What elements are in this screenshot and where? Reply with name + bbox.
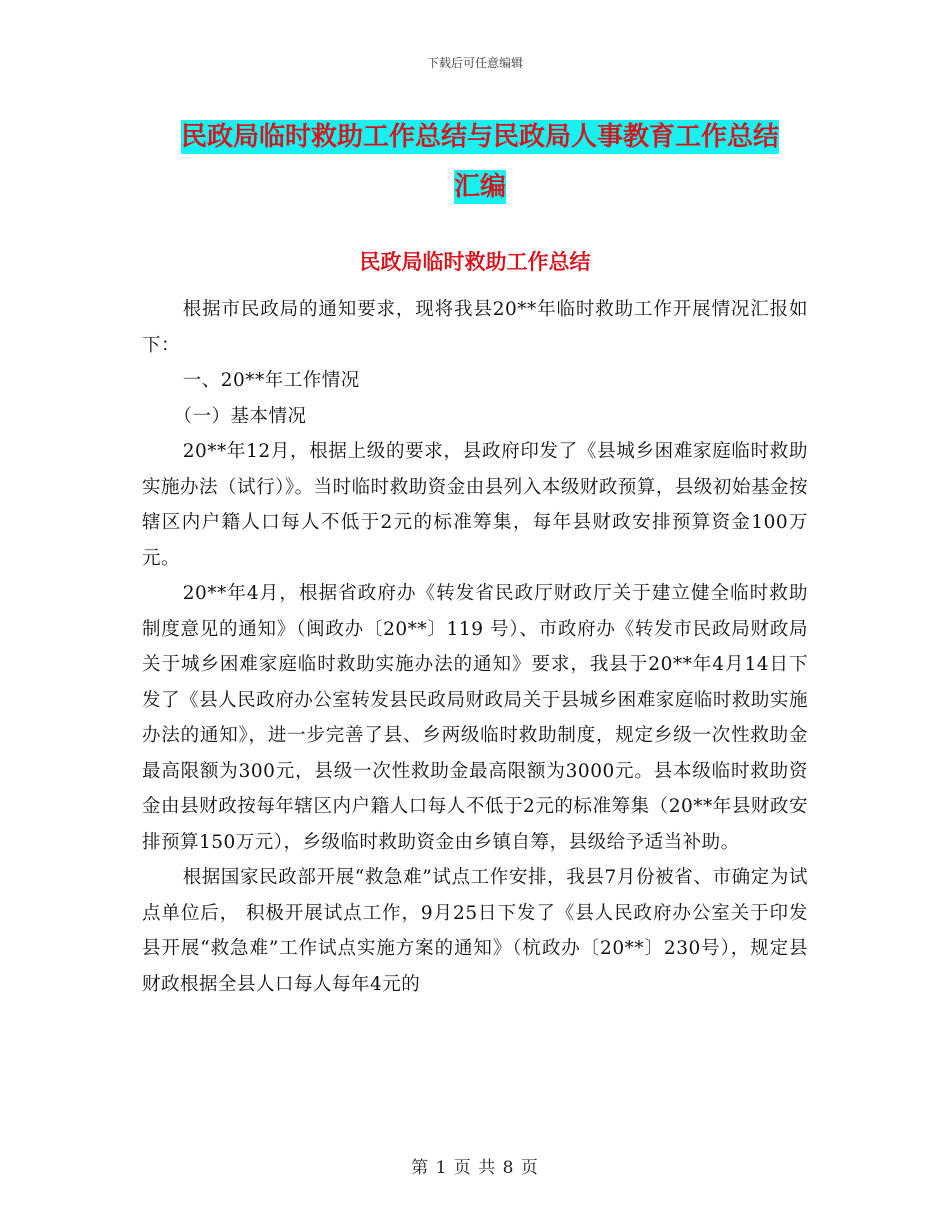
section-title: 民政局临时救助工作总结	[359, 250, 591, 274]
heading-level-1: 一、20**年工作情况	[182, 370, 360, 391]
page-number: 第 1 页 共 8 页	[411, 1158, 539, 1178]
paragraph-1: 20**年12月，根据上级的要求，县政府印发了《县城乡困难家庭临时救助实施办法（试行）》。当时临时救助资金由县列入本级财政预算，县级初始基金按辖区内户籍人口每人不低于2元的标准筹集，每年县财政安排预算资金100万元。	[142, 441, 808, 569]
paragraph-3: 根据国家民政部开展“救急难”试点工作安排，我县7月份被省、市确定为试点单位后， 积极开展试点工作，9月25日下发了《县人民政府办公室关于印发县开展“救急难”工作试点实施方案的通知》（杭政办〔20**〕230号），规定县财政根据全县人口每人每年4元的	[142, 867, 808, 995]
document-title-line-2: 汇编	[453, 172, 506, 202]
page-header-note: 下载后可任意编辑	[426, 56, 523, 70]
document-body	[142, 292, 808, 1002]
paragraph-2: 20**年4月，根据省政府办《转发省民政厅财政厅关于建立健全临时救助制度意见的通知》（闽政办〔20**〕119 号）、市政府办《转发市民政局财政局关于城乡困难家庭临时救助实施办法的通知》要求，我县于20**年4月14日下发了《县人民政府办公室转发县民政局财政局关于县城乡困难家庭临时救助实施办法的通知》，进一步完善了县、乡两级临时救助制度，规定乡级一次性救助金最高限额为300元，县级一次性救助金最高限额为3000元。县本级临时救助资金由县财政按每年辖区内户籍人口每人不低于2元的标准筹集（20**年县财政安排预算150万元），乡级临时救助资金由乡镇自筹，县级给予适当补助。	[142, 583, 808, 853]
document-title-line-1: 民政局临时救助工作总结与民政局人事教育工作总结	[180, 122, 779, 152]
heading-level-2: （一）基本情况	[173, 405, 307, 427]
document-title	[150, 112, 810, 212]
paragraph-intro: 根据市民政局的通知要求，现将我县20**年临时救助工作开展情况汇报如下：	[142, 299, 808, 356]
